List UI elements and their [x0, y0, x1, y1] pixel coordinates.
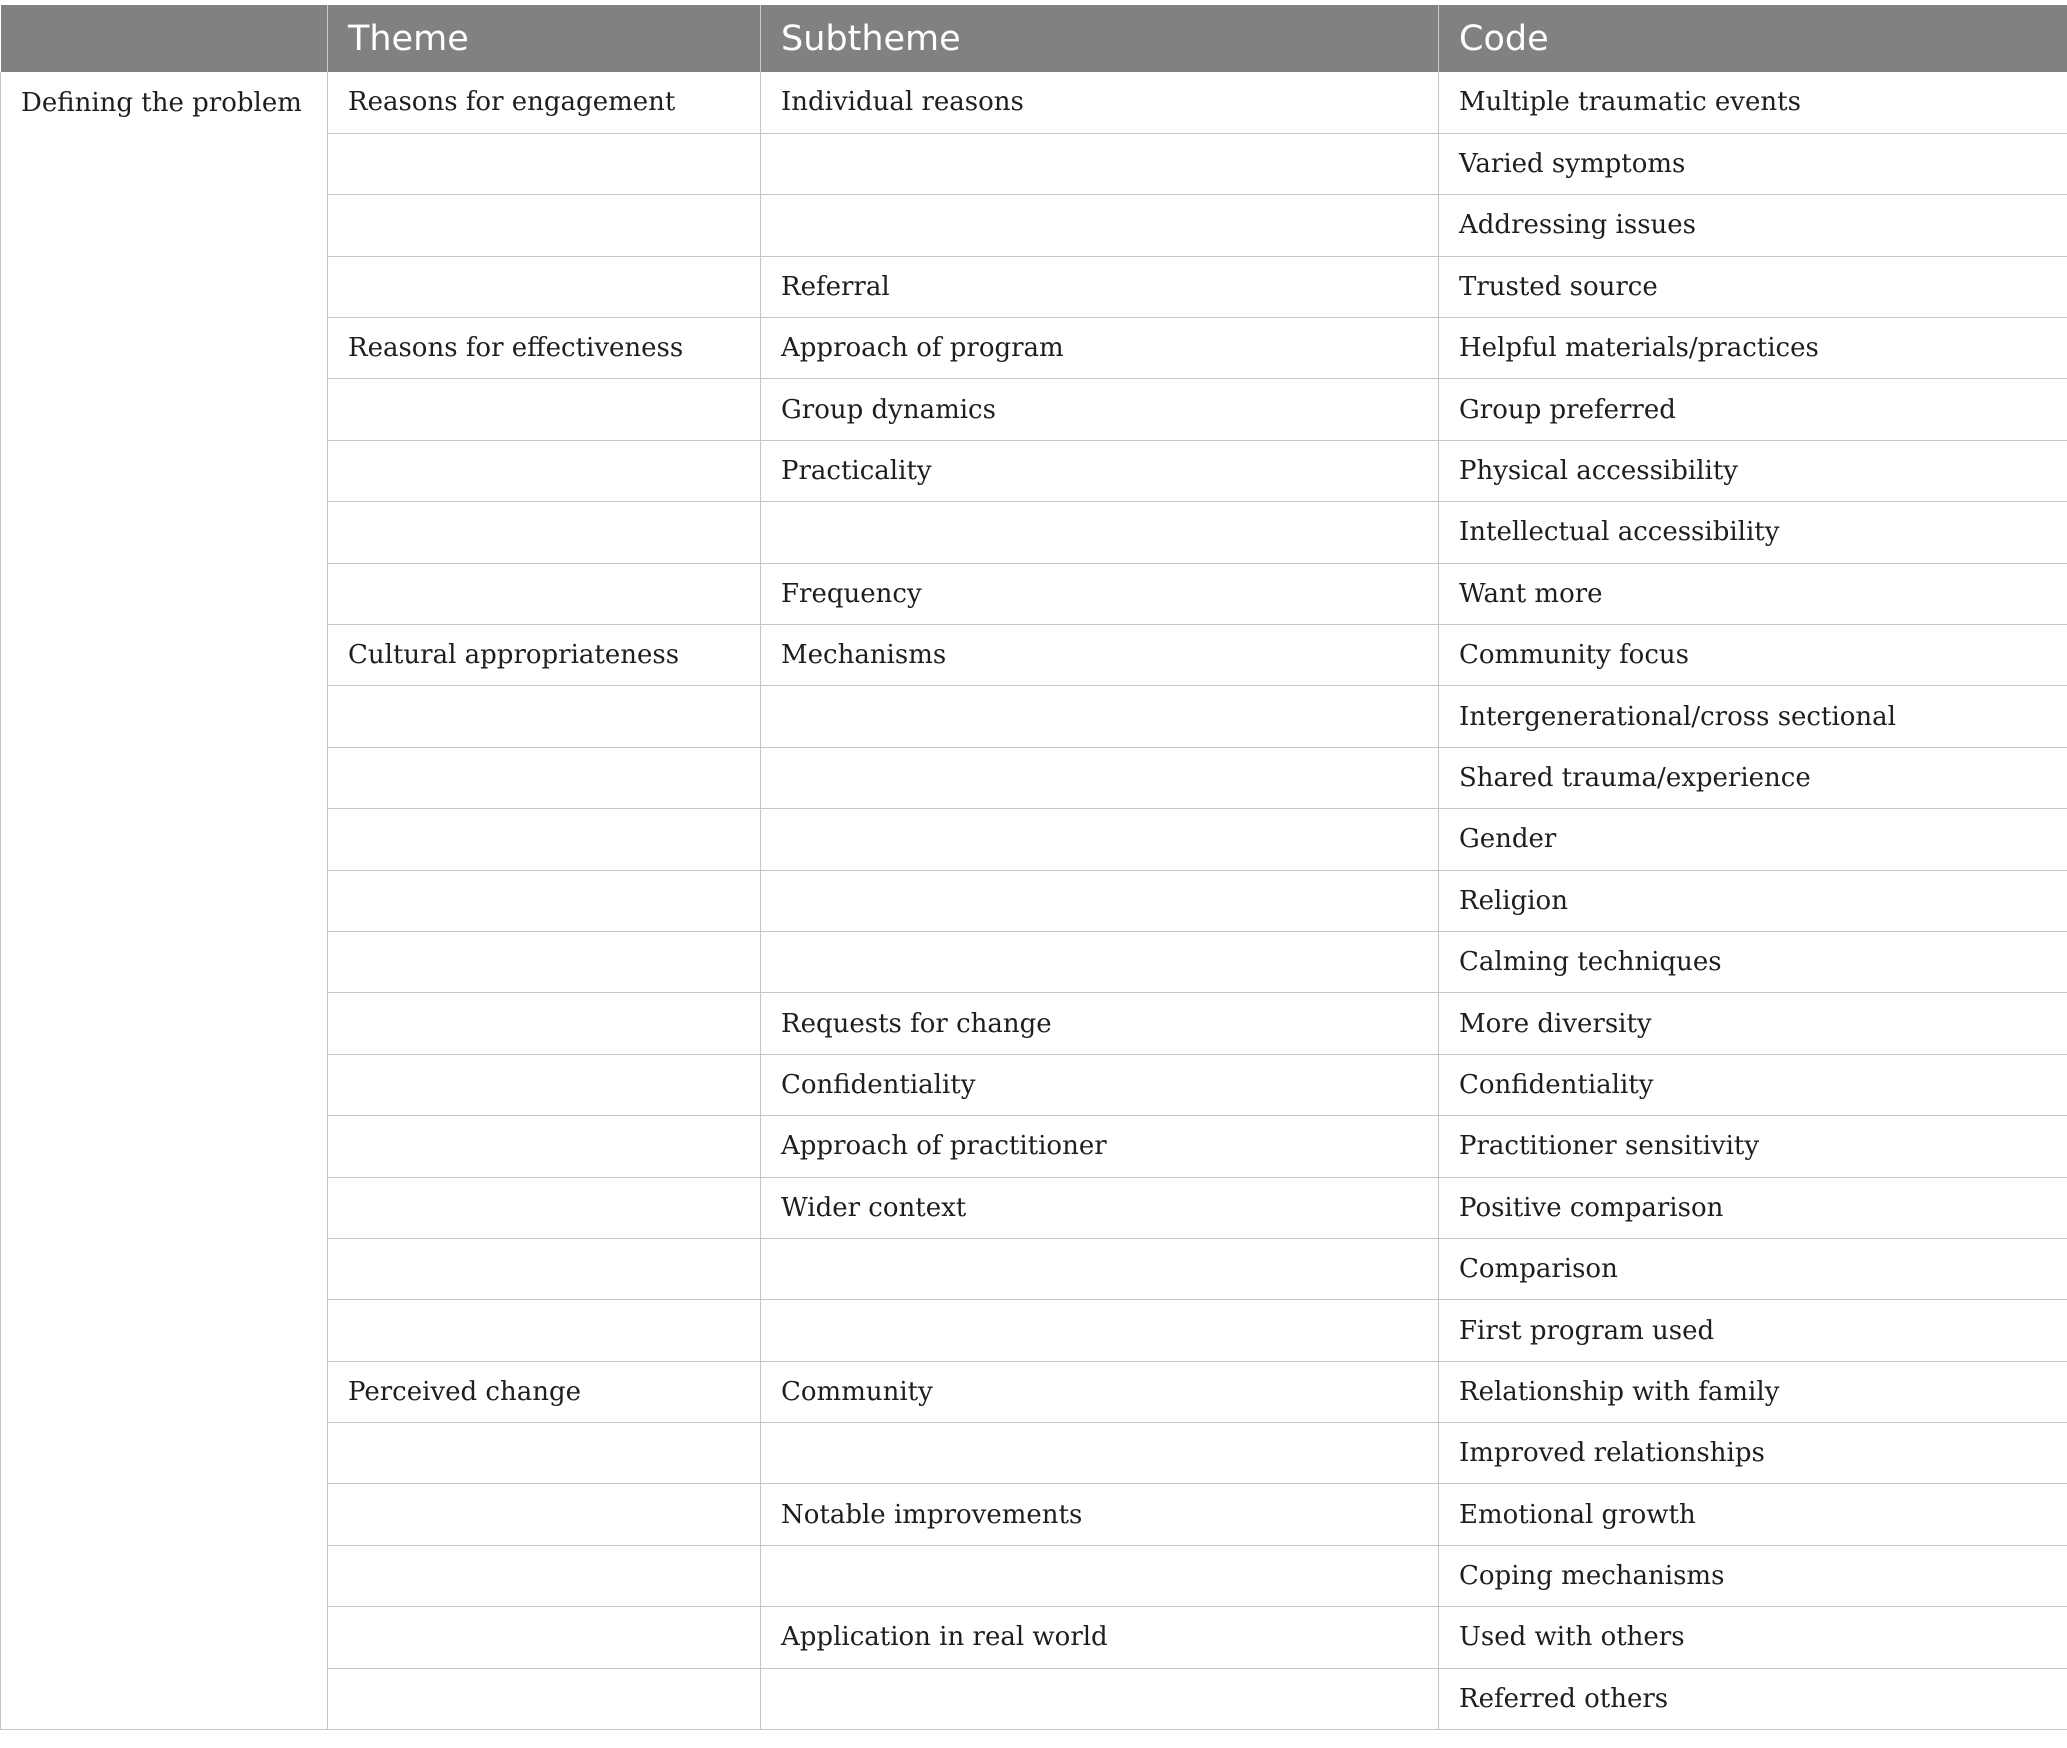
theme-cell: [328, 563, 761, 624]
subtheme-cell: [761, 809, 1439, 870]
subtheme-cell: Wider context: [761, 1177, 1439, 1238]
table-body: [1, 72, 2067, 1730]
header-cell-theme: Theme: [328, 5, 761, 72]
header-cell-subtheme: Subtheme: [761, 5, 1439, 72]
subtheme-cell: Requests for change: [761, 993, 1439, 1054]
themes-table: [0, 5, 2067, 1730]
code-cell: Physical accessibility: [1439, 440, 2067, 501]
subtheme-cell: Application in real world: [761, 1607, 1439, 1668]
code-cell: Relationship with family: [1439, 1361, 2067, 1422]
theme-cell: [328, 1116, 761, 1177]
code-cell: Emotional growth: [1439, 1484, 2067, 1545]
subtheme-cell: Practicality: [761, 440, 1439, 501]
theme-cell: [328, 440, 761, 501]
code-cell: Improved relationships: [1439, 1423, 2067, 1484]
code-cell: Community focus: [1439, 625, 2067, 686]
code-cell: Confidentiality: [1439, 1054, 2067, 1115]
theme-cell: Reasons for engagement: [328, 72, 761, 133]
subtheme-cell: Referral: [761, 256, 1439, 317]
theme-cell: [328, 1238, 761, 1299]
code-cell: Group preferred: [1439, 379, 2067, 440]
subtheme-cell: Notable improvements: [761, 1484, 1439, 1545]
theme-cell: [328, 809, 761, 870]
theme-cell: Reasons for effectiveness: [328, 318, 761, 379]
code-cell: Positive comparison: [1439, 1177, 2067, 1238]
subtheme-cell: Confidentiality: [761, 1054, 1439, 1115]
subtheme-cell: [761, 747, 1439, 808]
code-cell: More diversity: [1439, 993, 2067, 1054]
theme-cell: [328, 1054, 761, 1115]
theme-cell: [328, 686, 761, 747]
subtheme-cell: [761, 502, 1439, 563]
code-cell: Trusted source: [1439, 256, 2067, 317]
table-header: [1, 5, 2067, 72]
themes-table-container: [0, 5, 2067, 1730]
theme-cell: [328, 256, 761, 317]
subtheme-cell: [761, 686, 1439, 747]
table-row: [1, 72, 2067, 133]
code-cell: Addressing issues: [1439, 195, 2067, 256]
theme-cell: Perceived change: [328, 1361, 761, 1422]
subtheme-cell: [761, 1423, 1439, 1484]
subtheme-cell: Individual reasons: [761, 72, 1439, 133]
theme-cell: [328, 870, 761, 931]
subtheme-cell: [761, 931, 1439, 992]
theme-cell: [328, 502, 761, 563]
code-cell: Multiple traumatic events: [1439, 72, 2067, 133]
code-cell: Varied symptoms: [1439, 133, 2067, 194]
code-cell: Intellectual accessibility: [1439, 502, 2067, 563]
theme-cell: [328, 1668, 761, 1729]
header-cell-code: Code: [1439, 5, 2067, 72]
first-column-label: Defining the problem: [1, 72, 328, 1730]
theme-cell: [328, 1423, 761, 1484]
theme-cell: [328, 1177, 761, 1238]
subtheme-cell: Mechanisms: [761, 625, 1439, 686]
code-cell: Intergenerational/cross sectional: [1439, 686, 2067, 747]
subtheme-cell: Group dynamics: [761, 379, 1439, 440]
theme-cell: [328, 931, 761, 992]
code-cell: Used with others: [1439, 1607, 2067, 1668]
subtheme-cell: Approach of program: [761, 318, 1439, 379]
header-cell-blank: [1, 5, 328, 72]
theme-cell: [328, 1484, 761, 1545]
theme-cell: [328, 1607, 761, 1668]
subtheme-cell: Frequency: [761, 563, 1439, 624]
theme-cell: [328, 133, 761, 194]
subtheme-cell: [761, 1545, 1439, 1606]
code-cell: Want more: [1439, 563, 2067, 624]
code-cell: Shared trauma/experience: [1439, 747, 2067, 808]
subtheme-cell: [761, 1238, 1439, 1299]
subtheme-cell: Approach of practitioner: [761, 1116, 1439, 1177]
subtheme-cell: [761, 1668, 1439, 1729]
code-cell: Calming techniques: [1439, 931, 2067, 992]
code-cell: First program used: [1439, 1300, 2067, 1361]
subtheme-cell: [761, 133, 1439, 194]
header-row: [1, 5, 2067, 72]
theme-cell: [328, 747, 761, 808]
subtheme-cell: [761, 1300, 1439, 1361]
theme-cell: [328, 195, 761, 256]
theme-cell: Cultural appropriateness: [328, 625, 761, 686]
theme-cell: [328, 1545, 761, 1606]
code-cell: Practitioner sensitivity: [1439, 1116, 2067, 1177]
subtheme-cell: [761, 195, 1439, 256]
theme-cell: [328, 1300, 761, 1361]
code-cell: Referred others: [1439, 1668, 2067, 1729]
code-cell: Coping mechanisms: [1439, 1545, 2067, 1606]
code-cell: Gender: [1439, 809, 2067, 870]
theme-cell: [328, 379, 761, 440]
code-cell: Helpful materials/practices: [1439, 318, 2067, 379]
code-cell: Religion: [1439, 870, 2067, 931]
subtheme-cell: [761, 870, 1439, 931]
code-cell: Comparison: [1439, 1238, 2067, 1299]
subtheme-cell: Community: [761, 1361, 1439, 1422]
theme-cell: [328, 993, 761, 1054]
